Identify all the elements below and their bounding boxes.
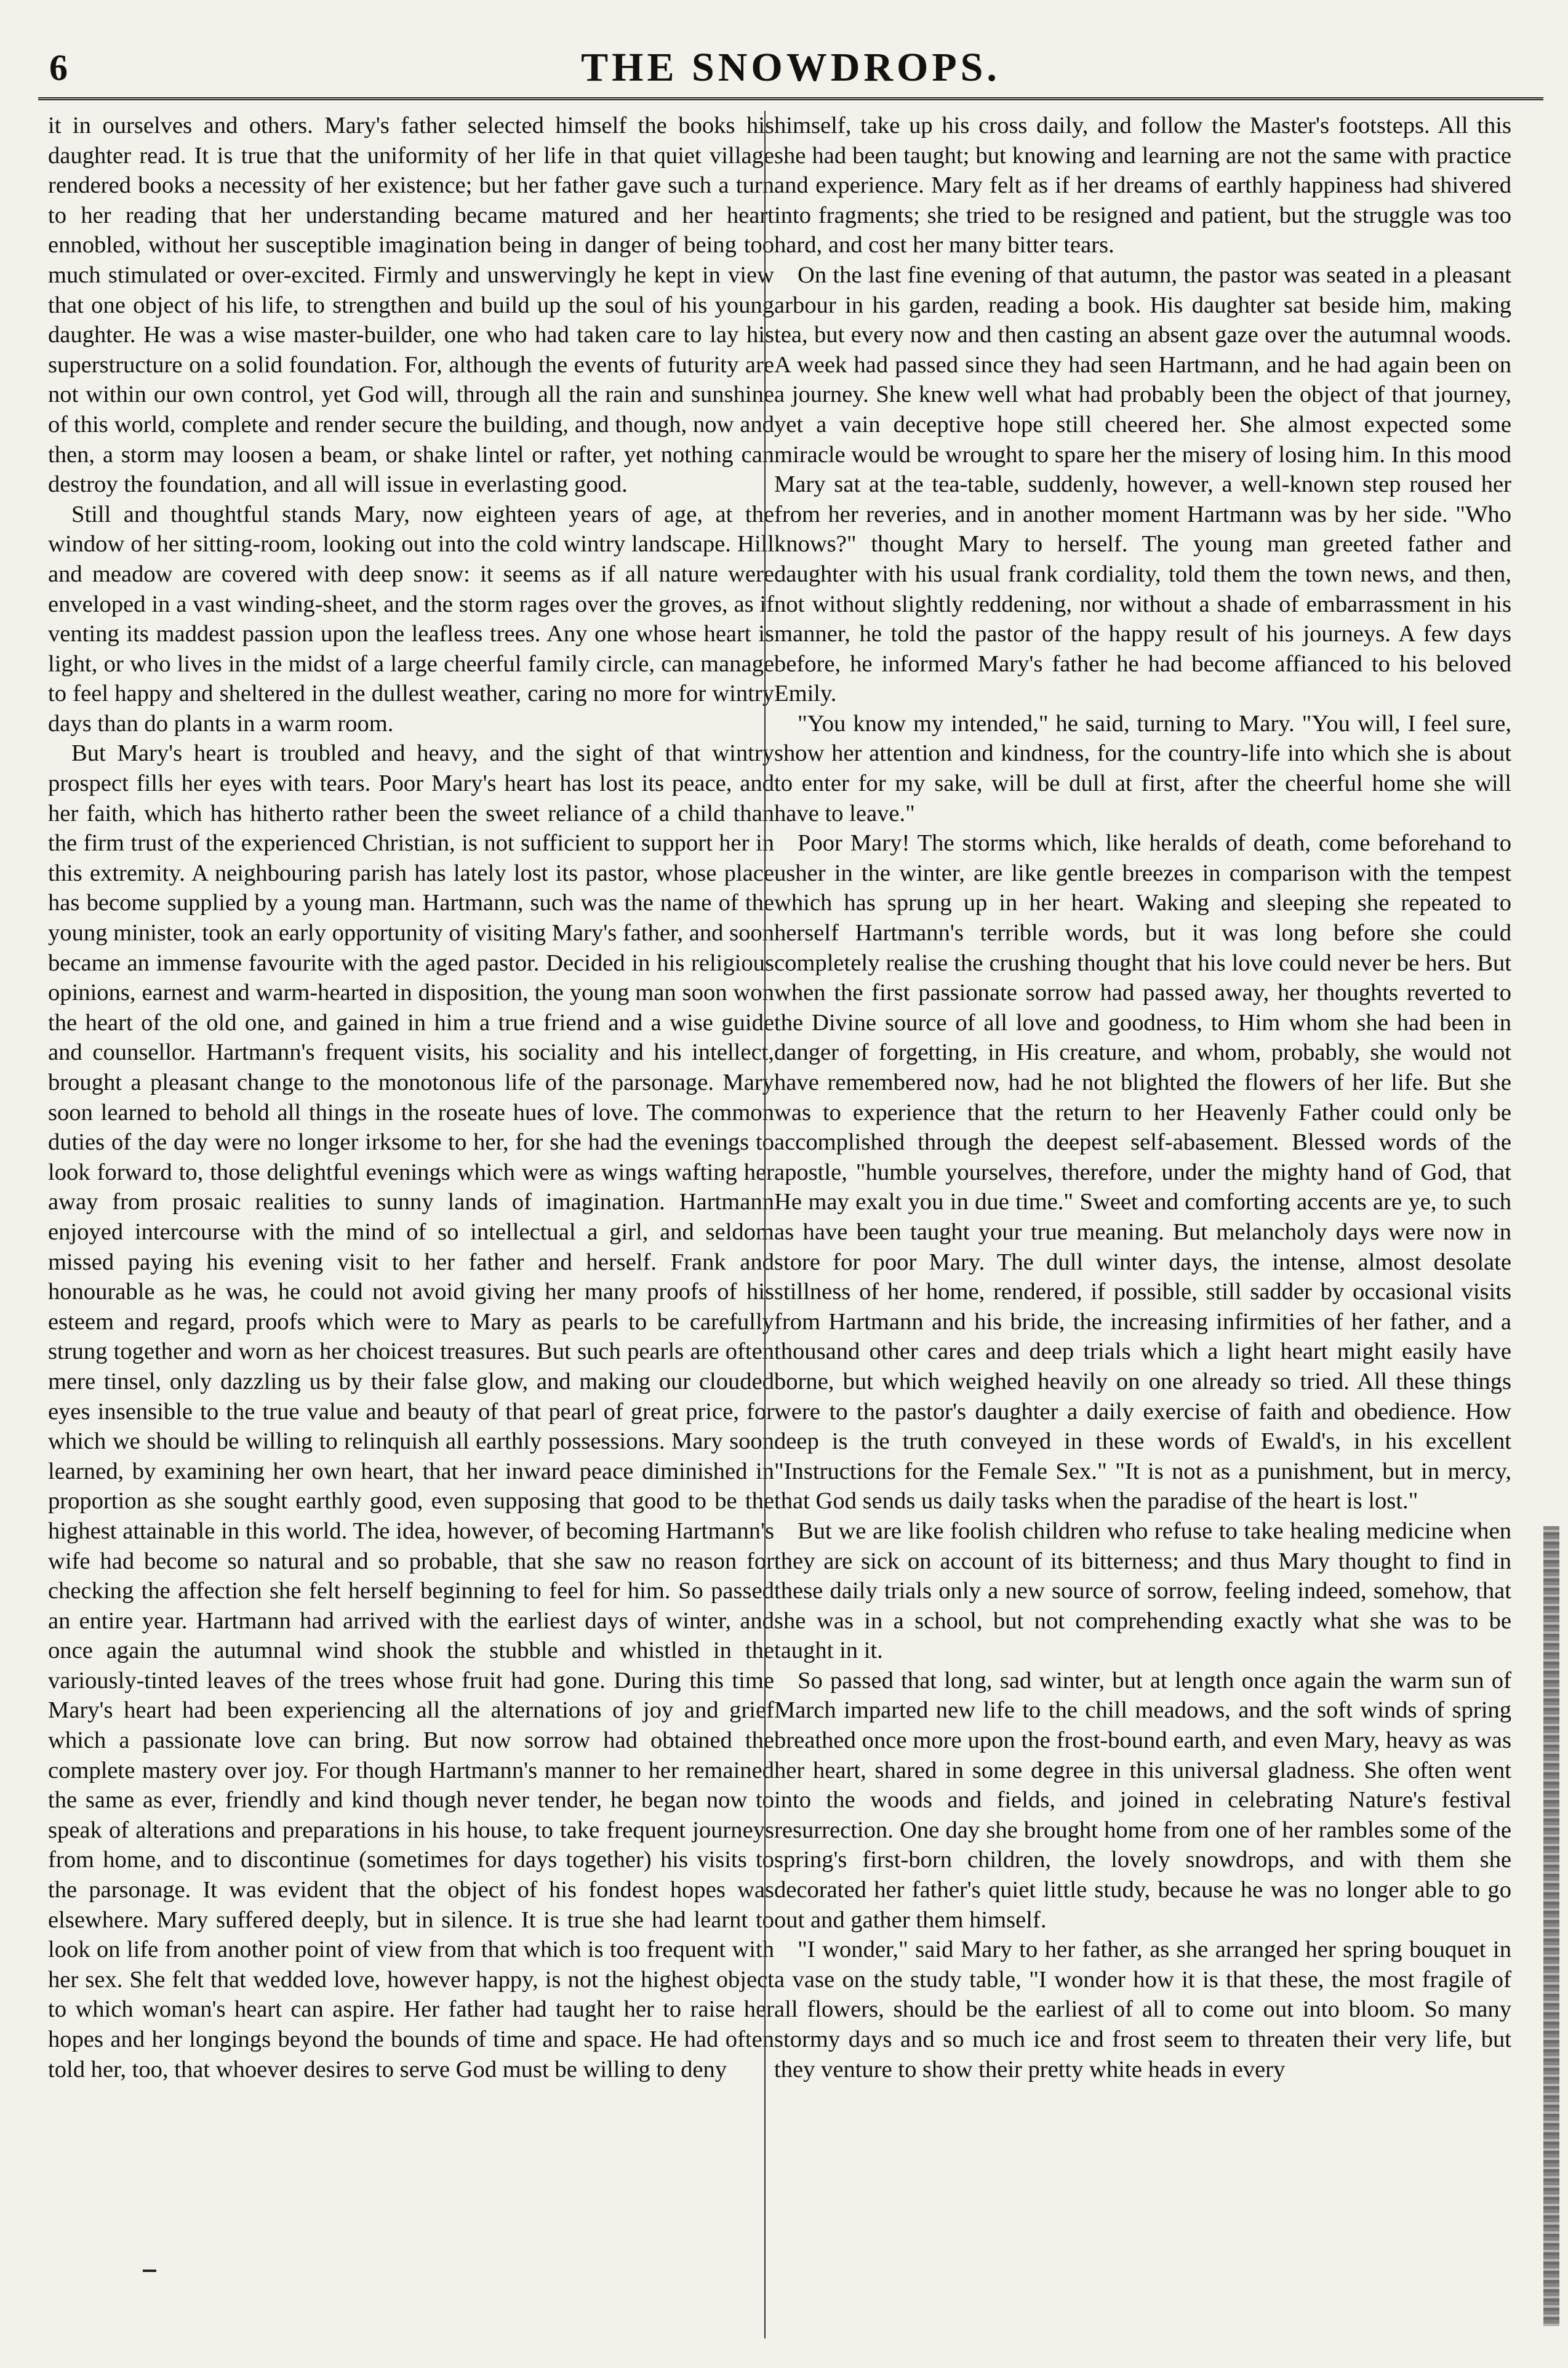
page-title: THE SNOWDROPS. (581, 45, 1001, 90)
paragraph: "I wonder," said Mary to her father, as she arranged her spring bouquet in a vase on the study table, "I wonder how it is that these, the most fragile of all flowers, should be the earliest of all to come out into bloom. So many stormy days and so much ice and frost seem to threaten their very life, but they venture to show their pretty white heads in every (774, 1937, 1511, 2082)
page-header (38, 42, 1543, 103)
paragraph: Poor Mary! The storms which, like heralds of death, come beforehand to usher in the winter, are like gentle breezes in comparison with the tempest which has sprung up in her heart. Waking and sleeping she repeated to herself Hartmann's terrible words, but it was long before she could completely realise the crushing thought that his love could never be hers. But when the first passionate sorrow had passed away, her thoughts reverted to the Divine source of all love and goodness, to Him whom she had been in danger of forgetting, in His creature, and whom, probably, she would not have remembered now, had he not blighted the flowers of her life. But she was to experience that the return to her Heavenly Father could only be accomplished through the deepest self-abasement. Blessed words of the apostle, "humble yourselves, therefore, under the mighty hand of God, that He may exalt you in due time." Sweet and comforting accents are ye, to such as have been taught your true meaning. But melancholy days were now in store for poor Mary. The dull winter days, the intense, almost desolate stillness of her home, rendered, if possible, still sadder by occasional visits from Hartmann and his bride, the increasing infirmities of her father, and a thousand other cares and deep trials which a light heart might easily have borne, but which weighed heavily on one already so tried. All these things were to the pastor's daughter a daily exercise of faith and obedience. How deep is the truth conveyed in these words of Ewald's, in his excellent "Instructions for the Female Sex." "It is not as a punishment, but in mercy, that God sends us daily tasks when the paradise of the heart is lost." (774, 830, 1511, 1514)
column-divider (764, 111, 766, 2338)
paragraph: himself, take up his cross daily, and follow the Master's footsteps. All this she had been taught; but knowing and learning are not the same with practice and experience. Mary felt as if her dreams of earthly happiness had shivered into fragments; she tried to be resigned and patient, but the struggle was too hard, and cost her many bitter tears. (774, 113, 1511, 258)
print-mark (143, 2270, 156, 2272)
paragraph: "You know my intended," he said, turning to Mary. "You will, I feel sure, show her attention and kindness, for the country-life into which she is about to enter for my sake, will be dull at first, after the cheerful home she will have to leave." (774, 710, 1511, 826)
right-column (774, 111, 1511, 2084)
paragraph: But Mary's heart is troubled and heavy, and the sight of that wintry prospect fills her eyes with tears. Poor Mary's heart has lost its peace, and her faith, which has hitherto rather been the sweet reliance of a child than the firm trust of the experienced Christian, is not sufficient to support her in this extremity. A neighbouring parish has lately lost its pastor, whose place has become supplied by a young man. Hartmann, such was the name of the young minister, took an early opportunity of visiting Mary's father, and soon became an immense favourite with the aged pastor. Decided in his religious opinions, earnest and warm-hearted in disposition, the young man soon won the heart of the old one, and gained in him a true friend and a wise guide and counsellor. Hartmann's frequent visits, his sociality and his intellect, brought a pleasant change to the monotonous life of the parsonage. Mary soon learned to behold all things in the roseate hues of love. The common duties of the day were no longer irksome to her, for she had the evenings to look forward to, those delightful evenings which were as wings wafting her away from prosaic realities to sunny lands of imagination. Hartmann enjoyed intercourse with the mind of so intellectual a girl, and seldom missed paying his evening visit to her father and herself. Frank and honourable as he was, he could not avoid giving her many proofs of his esteem and regard, proofs which were to Mary as pearls to be carefully strung together and worn as her choicest treasures. But such pearls are often mere tinsel, only dazzling us by their false glow, and making our clouded eyes insensible to the true value and beauty of that pearl of great price, for which we should be willing to relinquish all earthly possessions. Mary soon learned, by examining her own heart, that her inward peace diminished in proportion as she sought earthly good, even supposing that good to be the highest attainable in this world. The idea, however, of becoming Hartmann's wife had become so natural and so probable, that she saw no reason for checking the affection she felt herself beginning to feel for him. So passed an entire year. Hartmann had arrived with the earliest days of winter, and once again the autumnal wind shook the stubble and whistled in the variously-tinted leaves of the trees whose fruit had gone. During this time Mary's heart had been experiencing all the alternations of joy and grief which a passionate love can bring. But now sorrow had obtained the complete mastery over joy. For though Hartmann's manner to her remained the same as ever, friendly and kind though never tender, he began now to speak of alterations and preparations in his house, to take frequent journeys from home, and to discontinue (sometimes for days together) his visits to the parsonage. It was evident that the object of his fondest hopes was elsewhere. Mary suffered deeply, but in silence. It is true she had learnt to look on life from another point of view from that which is too frequent with her sex. She felt that wedded love, however happy, is not the highest object to which woman's heart can aspire. Her father had taught her to raise her hopes and her longings beyond the bounds of time and space. He had often told her, too, that whoever desires to serve God must be willing to deny (48, 740, 774, 2082)
left-column (48, 111, 774, 2084)
page-number: 6 (49, 47, 68, 88)
scan-edge-damage (1543, 1526, 1559, 2326)
paragraph: On the last fine evening of that autumn, the pastor was seated in a pleasant arbour in his garden, reading a book. His daughter sat beside him, making tea, but every now and then casting an absent gaze over the autumnal woods. A week had passed since they had seen Hartmann, and he had again been on a journey. She knew well what had probably been the object of that journey, yet a vain deceptive hope still cheered her. She almost expected some miracle would be wrought to spare her the misery of losing him. In this mood Mary sat at the tea-table, suddenly, however, a well-known step roused her from her reveries, and in another moment Hartmann was by her side. "Who knows?" thought Mary to herself. The young man greeted father and daughter with his usual frank cordiality, told them the town news, and then, not without slightly reddening, nor without a shade of embarrassment in his manner, he told the pastor of the happy result of his journeys. A few days before, he informed Mary's father he had become affianced to his beloved Emily. (774, 262, 1511, 707)
paragraph: But we are like foolish children who refuse to take healing medicine when they are sick on account of its bitterness; and thus Mary thought to find in these daily trials only a new source of sorrow, feeling indeed, somehow, that she was in a school, but not comprehending exactly what she was to be taught in it. (774, 1518, 1511, 1664)
header-rule (38, 97, 1543, 100)
paragraph: So passed that long, sad winter, but at length once again the warm sun of March imparted new life to the chill meadows, and the soft winds of spring breathed once more upon the frost-bound earth, and even Mary, heavy as was her heart, shared in some degree in this universal gladness. She often went into the woods and fields, and joined in celebrating Nature's festival resurrection. One day she brought home from one of her rambles some of the spring's first-born children, the lovely snowdrops, and with them she decorated her father's quiet little study, because he was no longer able to go out and gather them himself. (774, 1667, 1511, 1933)
paragraph: it in ourselves and others. Mary's father selected himself the books his daughter read. It is true that the uniformity of her life in that quiet village rendered books a necessity of her existence; but her father gave such a turn to her reading that her understanding became matured and her heart ennobled, without her susceptible imagination being in danger of being too much stimulated or over-excited. Firmly and unswervingly he kept in view that one object of his life, to strengthen and build up the soul of his young daughter. He was a wise master-builder, one who had taken care to lay his superstructure on a solid foundation. For, although the events of futurity are not within our own control, yet God will, through all the rain and sunshine of this world, complete and render secure the building, and though, now and then, a storm may loosen a beam, or shake lintel or rafter, yet nothing can destroy the foundation, and all will issue in everlasting good. (48, 113, 774, 498)
paragraph: Still and thoughtful stands Mary, now eighteen years of age, at the window of her sitting-room, looking out into the cold wintry landscape. Hill and meadow are covered with deep snow: it seems as if all nature were enveloped in a vast winding-sheet, and the storm rages over the groves, as if venting its maddest passion upon the leafless trees. Any one whose heart is light, or who lives in the midst of a large cheerful family circle, can manage to feel happy and sheltered in the dullest weather, caring no more for wintry days than do plants in a warm room. (48, 501, 774, 737)
